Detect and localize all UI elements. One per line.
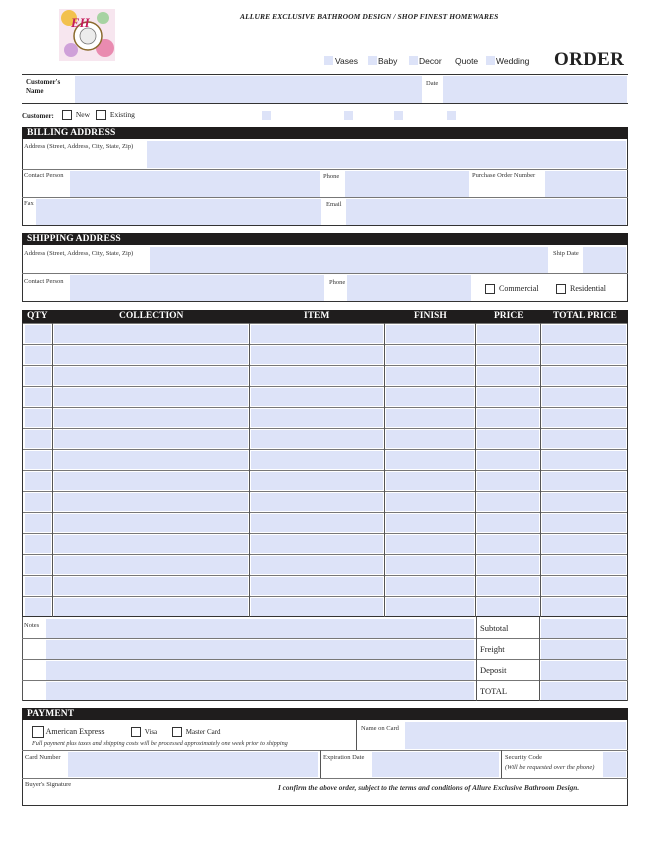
- amex-checkbox[interactable]: [32, 726, 44, 738]
- item-cell-finish[interactable]: [386, 556, 474, 574]
- name-on-card-field[interactable]: [405, 722, 626, 749]
- expiration-label: Expiration Date: [323, 754, 365, 761]
- item-cell-item[interactable]: [251, 535, 383, 553]
- item-cell-collection[interactable]: [54, 430, 248, 448]
- customer-name-field[interactable]: [75, 76, 422, 103]
- category-baby[interactable]: Baby: [378, 56, 398, 66]
- item-cell-price[interactable]: [477, 430, 539, 448]
- amex-label: American Express: [45, 726, 105, 736]
- shipping-contact-field[interactable]: [70, 275, 324, 301]
- item-cell-price[interactable]: [477, 346, 539, 364]
- date-label: Date: [426, 80, 439, 87]
- item-cell-collection[interactable]: [54, 451, 248, 469]
- customer-new-option[interactable]: [62, 110, 90, 120]
- item-cell-qty[interactable]: [25, 325, 51, 343]
- table-row-divider: [23, 596, 627, 597]
- billing-contact-label: Contact Person: [24, 172, 64, 179]
- item-cell-finish[interactable]: [386, 409, 474, 427]
- item-cell-price[interactable]: [477, 577, 539, 595]
- table-column-divider: [249, 323, 250, 617]
- logo-monogram: EH: [71, 15, 90, 30]
- table-column-divider: [52, 323, 53, 617]
- item-cell-qty[interactable]: [25, 409, 51, 427]
- item-cell-total-price[interactable]: [542, 451, 626, 469]
- item-cell-item[interactable]: [251, 430, 383, 448]
- table-column-divider: [540, 323, 541, 617]
- item-cell-qty[interactable]: [25, 514, 51, 532]
- existing-checkbox[interactable]: [96, 110, 106, 120]
- shipping-phone-field[interactable]: [347, 275, 471, 301]
- confirmation-text: I confirm the above order, subject to the terms and conditions of Allure Exclusive Bathroom Design.: [278, 783, 580, 792]
- item-cell-finish[interactable]: [386, 346, 474, 364]
- name-on-card-label: Name on Card: [361, 725, 399, 732]
- item-cell-finish[interactable]: [386, 577, 474, 595]
- page-title: ORDER: [554, 49, 625, 70]
- item-cell-qty[interactable]: [25, 367, 51, 385]
- security-code-note: (Will be requested over the phone): [505, 764, 595, 771]
- item-cell-collection[interactable]: [54, 388, 248, 406]
- item-cell-collection[interactable]: [54, 598, 248, 616]
- item-cell-collection[interactable]: [54, 346, 248, 364]
- category-vases-box[interactable]: [324, 56, 333, 65]
- item-cell-item[interactable]: [251, 325, 383, 343]
- billing-email-label: Email: [326, 201, 342, 208]
- mastercard-checkbox[interactable]: [172, 727, 182, 737]
- item-cell-item[interactable]: [251, 493, 383, 511]
- amex-option[interactable]: [32, 726, 104, 738]
- item-cell-price[interactable]: [477, 367, 539, 385]
- category-tabs: [323, 53, 543, 67]
- table-row-divider: [23, 470, 627, 471]
- item-cell-item[interactable]: [251, 451, 383, 469]
- item-cell-price[interactable]: [477, 388, 539, 406]
- category-baby-box[interactable]: [368, 56, 377, 65]
- payment-header: PAYMENT: [22, 708, 628, 720]
- item-cell-total-price[interactable]: [542, 388, 626, 406]
- visa-checkbox[interactable]: [131, 727, 141, 737]
- table-row-divider: [23, 512, 627, 513]
- col-collection: COLLECTION: [119, 311, 184, 321]
- mastercard-option[interactable]: [172, 727, 221, 737]
- billing-address-label: Address (Street, Address, City, State, Zip): [24, 143, 134, 150]
- commercial-checkbox[interactable]: [485, 284, 495, 294]
- freight-label: Freight: [480, 644, 505, 654]
- item-cell-price[interactable]: [477, 598, 539, 616]
- customer-type-label: Customer:: [22, 112, 54, 120]
- item-cell-item[interactable]: [251, 409, 383, 427]
- freight-field[interactable]: [541, 640, 626, 659]
- item-cell-item[interactable]: [251, 346, 383, 364]
- company-logo: [57, 6, 119, 64]
- customer-existing-option[interactable]: [96, 110, 135, 120]
- customer-name-label: Customer's Name: [26, 78, 61, 95]
- item-cell-total-price[interactable]: [542, 367, 626, 385]
- billing-header: BILLING ADDRESS: [22, 127, 628, 139]
- col-finish: FINISH: [414, 311, 447, 321]
- item-cell-qty[interactable]: [25, 388, 51, 406]
- commercial-label: Commercial: [499, 284, 539, 293]
- item-cell-qty[interactable]: [25, 493, 51, 511]
- visa-option[interactable]: [131, 727, 157, 737]
- residential-option[interactable]: [556, 284, 606, 294]
- item-cell-collection[interactable]: [54, 535, 248, 553]
- item-cell-collection[interactable]: [54, 472, 248, 490]
- table-column-divider: [475, 323, 476, 617]
- item-cell-price[interactable]: [477, 325, 539, 343]
- signature-field[interactable]: [90, 780, 270, 804]
- customer-extra-field-4[interactable]: [447, 111, 456, 120]
- item-cell-total-price[interactable]: [542, 346, 626, 364]
- billing-fax-field[interactable]: [36, 199, 321, 225]
- item-cell-total-price[interactable]: [542, 556, 626, 574]
- col-total-price: TOTAL PRICE: [553, 311, 617, 321]
- item-cell-price[interactable]: [477, 556, 539, 574]
- item-cell-total-price[interactable]: [542, 535, 626, 553]
- table-row-divider: [23, 575, 627, 576]
- category-vases[interactable]: Vases: [335, 56, 358, 66]
- card-number-field[interactable]: [68, 752, 318, 777]
- items-table-body: [22, 323, 628, 617]
- mastercard-label: Master Card: [185, 727, 221, 736]
- item-cell-price[interactable]: [477, 409, 539, 427]
- table-row-divider: [23, 491, 627, 492]
- billing-po-field[interactable]: [545, 171, 626, 197]
- item-cell-total-price[interactable]: [542, 409, 626, 427]
- deposit-field[interactable]: [541, 661, 626, 680]
- item-cell-finish[interactable]: [386, 451, 474, 469]
- item-cell-qty[interactable]: [25, 472, 51, 490]
- total-label: TOTAL: [480, 686, 508, 696]
- item-cell-total-price[interactable]: [542, 325, 626, 343]
- new-label: New: [75, 110, 91, 119]
- table-row-divider: [23, 533, 627, 534]
- subtotal-label: Subtotal: [480, 623, 509, 633]
- item-cell-qty[interactable]: [25, 598, 51, 616]
- item-cell-price[interactable]: [477, 451, 539, 469]
- item-cell-finish[interactable]: [386, 514, 474, 532]
- item-cell-total-price[interactable]: [542, 514, 626, 532]
- deposit-label: Deposit: [480, 665, 507, 675]
- item-cell-item[interactable]: [251, 598, 383, 616]
- ship-date-label: Ship Date: [553, 250, 579, 257]
- commercial-option[interactable]: [485, 284, 539, 294]
- billing-fax-label: Fax: [24, 200, 34, 207]
- items-table-header: [22, 310, 628, 323]
- category-wedding-box[interactable]: [486, 56, 495, 65]
- billing-address-field[interactable]: [147, 141, 626, 168]
- signature-label: Buyer's Signature: [25, 781, 72, 788]
- item-cell-item[interactable]: [251, 388, 383, 406]
- item-cell-finish[interactable]: [386, 493, 474, 511]
- table-row-divider: [23, 365, 627, 366]
- item-cell-qty[interactable]: [25, 451, 51, 469]
- shipping-contact-label: Contact Person: [24, 278, 64, 285]
- visa-label: Visa: [144, 727, 158, 736]
- notes-field-1[interactable]: [46, 619, 474, 638]
- customer-extra-field-2[interactable]: [344, 111, 353, 120]
- card-number-label: Card Number: [25, 754, 61, 761]
- item-cell-total-price[interactable]: [542, 472, 626, 490]
- item-cell-collection[interactable]: [54, 577, 248, 595]
- shipping-phone-label: Phone: [329, 279, 346, 286]
- item-cell-price[interactable]: [477, 493, 539, 511]
- item-cell-finish[interactable]: [386, 430, 474, 448]
- category-decor-box[interactable]: [409, 56, 418, 65]
- customer-extra-field-3[interactable]: [394, 111, 403, 120]
- notes-label: Notes: [24, 622, 40, 629]
- table-row-divider: [23, 386, 627, 387]
- shipping-address-field[interactable]: [150, 247, 548, 273]
- item-cell-collection[interactable]: [54, 514, 248, 532]
- customer-extra-field-1[interactable]: [262, 111, 271, 120]
- item-cell-qty[interactable]: [25, 556, 51, 574]
- item-cell-finish[interactable]: [386, 325, 474, 343]
- item-cell-item[interactable]: [251, 367, 383, 385]
- item-cell-collection[interactable]: [54, 367, 248, 385]
- table-column-divider: [384, 323, 385, 617]
- col-price: PRICE: [494, 311, 524, 321]
- security-code-field[interactable]: [603, 752, 626, 777]
- residential-checkbox[interactable]: [556, 284, 566, 294]
- item-cell-total-price[interactable]: [542, 493, 626, 511]
- ship-date-field[interactable]: [583, 247, 626, 273]
- table-row-divider: [23, 554, 627, 555]
- item-cell-qty[interactable]: [25, 346, 51, 364]
- item-cell-collection[interactable]: [54, 325, 248, 343]
- billing-phone-field[interactable]: [345, 171, 469, 197]
- category-wedding[interactable]: Wedding: [496, 56, 530, 66]
- total-field[interactable]: [541, 682, 626, 700]
- item-cell-price[interactable]: [477, 535, 539, 553]
- table-row-divider: [23, 407, 627, 408]
- notes-field-3[interactable]: [46, 661, 474, 680]
- table-row-divider: [23, 344, 627, 345]
- shipping-header: SHIPPING ADDRESS: [22, 233, 628, 245]
- item-cell-finish[interactable]: [386, 367, 474, 385]
- expiration-field[interactable]: [372, 752, 499, 777]
- item-cell-collection[interactable]: [54, 493, 248, 511]
- item-cell-item[interactable]: [251, 514, 383, 532]
- shipping-address-label: Address (Street, Address, City, State, Zip): [24, 250, 134, 257]
- item-cell-finish[interactable]: [386, 535, 474, 553]
- item-cell-finish[interactable]: [386, 388, 474, 406]
- category-quote[interactable]: Quote: [455, 56, 479, 66]
- item-cell-item[interactable]: [251, 577, 383, 595]
- item-cell-item[interactable]: [251, 556, 383, 574]
- security-code-label: Security Code: [505, 754, 543, 761]
- category-decor[interactable]: Decor: [419, 56, 442, 66]
- billing-phone-label: Phone: [323, 173, 340, 180]
- subtotal-field[interactable]: [541, 619, 626, 638]
- table-row-divider: [23, 323, 627, 324]
- company-name: ALLURE EXCLUSIVE BATHROOM DESIGN / SHOP FINEST HOMEWARES: [240, 12, 499, 21]
- billing-po-label: Purchase Order Number: [472, 172, 536, 179]
- notes-field-2[interactable]: [46, 640, 474, 659]
- payment-note: Full payment plus taxes and shipping costs will be processed approximately one week prior to shipping: [32, 740, 288, 747]
- item-cell-finish[interactable]: [386, 598, 474, 616]
- item-cell-item[interactable]: [251, 472, 383, 490]
- item-cell-collection[interactable]: [54, 556, 248, 574]
- notes-field-4[interactable]: [46, 682, 474, 700]
- existing-label: Existing: [109, 110, 135, 119]
- col-qty: QTY: [27, 311, 48, 321]
- col-item: ITEM: [304, 311, 330, 321]
- item-cell-total-price[interactable]: [542, 577, 626, 595]
- item-cell-total-price[interactable]: [542, 598, 626, 616]
- item-cell-total-price[interactable]: [542, 430, 626, 448]
- item-cell-finish[interactable]: [386, 472, 474, 490]
- item-cell-collection[interactable]: [54, 409, 248, 427]
- table-row-divider: [23, 449, 627, 450]
- item-cell-qty[interactable]: [25, 535, 51, 553]
- item-cell-qty[interactable]: [25, 577, 51, 595]
- billing-contact-field[interactable]: [70, 171, 320, 197]
- item-cell-price[interactable]: [477, 472, 539, 490]
- item-cell-price[interactable]: [477, 514, 539, 532]
- new-checkbox[interactable]: [62, 110, 72, 120]
- item-cell-qty[interactable]: [25, 430, 51, 448]
- table-row-divider: [23, 428, 627, 429]
- billing-email-field[interactable]: [346, 199, 626, 225]
- date-field[interactable]: [443, 76, 627, 103]
- residential-label: Residential: [570, 284, 606, 293]
